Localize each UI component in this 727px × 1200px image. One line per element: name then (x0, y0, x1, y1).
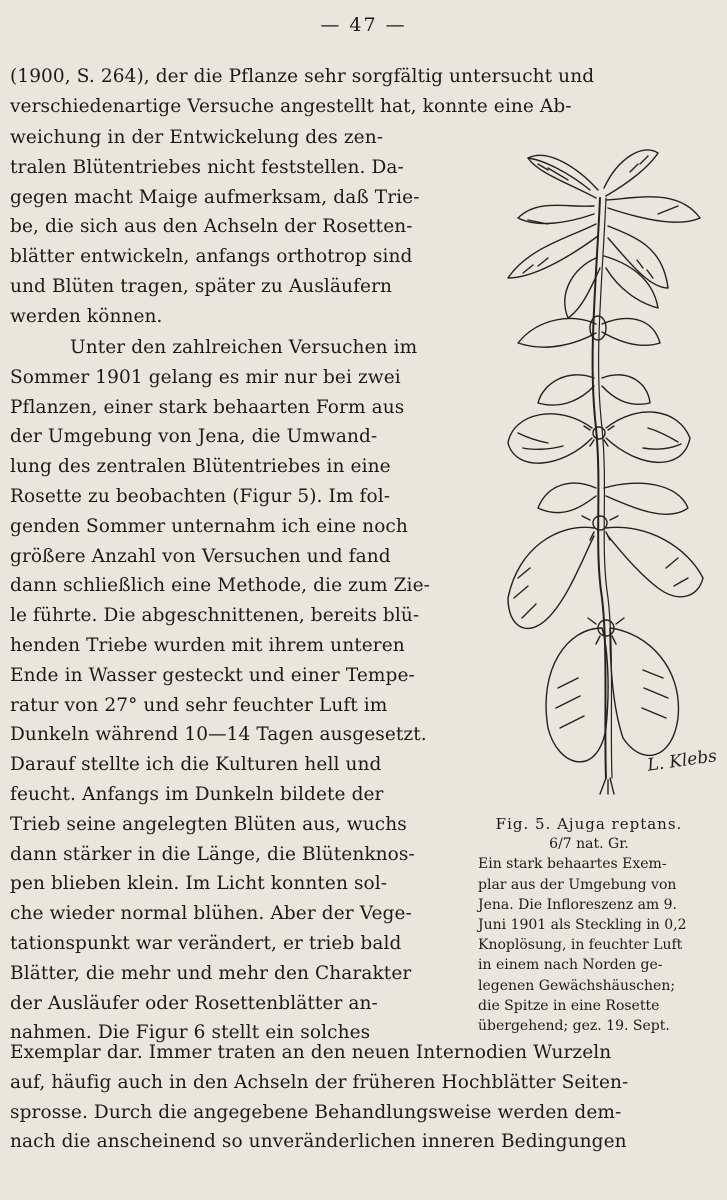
text-line: tationspunkt war verändert, er trieb bald (10, 932, 402, 954)
body-text-top (10, 62, 708, 122)
text-line: der Ausläufer oder Rosettenblätter an- (10, 992, 378, 1014)
caption-line: Jena. Die Infloreszenz am 9. (478, 896, 678, 913)
text-line: pen blieben klein. Im Licht konnten sol- (10, 873, 388, 895)
text-line: feucht. Anfangs im Dunkeln bildete der (10, 783, 384, 805)
text-line: verschiedenartige Versuche angestellt hat, konnte eine Ab- (10, 95, 572, 117)
body-text-paragraph-1 (10, 123, 466, 332)
text-line: der Umgebung von Jena, die Umwand- (10, 426, 378, 448)
text-line: Dunkeln während 10—14 Tagen ausgesetzt. (10, 724, 427, 746)
figure-caption (478, 814, 700, 1036)
text-line: ratur von 27° und sehr feuchter Luft im (10, 694, 388, 716)
text-line: Rosette zu beobachten (Figur 5). Im fol- (10, 485, 391, 507)
caption-line: übergehend; gez. 19. Sept. (478, 1018, 670, 1035)
text-line: nahmen. Die Figur 6 stellt ein solches (10, 1022, 371, 1044)
text-line: größere Anzahl von Versuchen und fand (10, 545, 391, 567)
text-line: be, die sich aus den Achseln der Rosetten- (10, 216, 413, 238)
text-line: (1900, S. 264), der die Pflanze sehr sorgfältig untersucht und (10, 66, 595, 87)
text-line: Ende in Wasser gesteckt und einer Tempe- (10, 664, 415, 686)
body-text-paragraph-2 (10, 333, 466, 1048)
caption-line: plar aus der Umgebung von (478, 876, 677, 893)
text-line: Trieb seine angelegten Blüten aus, wuchs (10, 813, 407, 835)
text-line: Darauf stellte ich die Kulturen hell und (10, 754, 382, 776)
caption-title: Fig. 5. Ajuga reptans. (495, 815, 683, 833)
caption-line: Ein stark behaartes Exem- (478, 856, 667, 873)
ajuga-reptans-drawing (478, 128, 718, 798)
caption-line: Knoplösung, in feuchter Luft (478, 937, 683, 954)
text-line: Unter den zahlreichen Versuchen im (70, 337, 418, 358)
text-line: Blätter, die mehr und mehr den Charakter (10, 962, 412, 984)
text-line: dann stärker in die Länge, die Blütenknos- (10, 843, 415, 865)
text-line: henden Triebe wurden mit ihrem unteren (10, 634, 405, 656)
text-line: gegen macht Maige aufmerksam, daß Trie- (10, 186, 420, 208)
caption-line: die Spitze in eine Rosette (478, 997, 660, 1014)
text-line: weichung in der Entwickelung des zen- (10, 127, 384, 148)
caption-line: in einem nach Norden ge- (478, 957, 663, 974)
text-line: genden Sommer unternahm ich eine noch (10, 515, 408, 537)
text-line: Sommer 1901 gelang es mir nur bei zwei (10, 366, 401, 388)
text-line: Exemplar dar. Immer traten an den neuen Internodien Wurzeln (10, 1042, 612, 1063)
page-number: — 47 — (320, 14, 407, 36)
caption-scale: 6/7 nat. Gr. (549, 836, 629, 853)
text-line: dann schließlich eine Methode, die zum Zie- (10, 575, 430, 597)
caption-line: Juni 1901 als Steckling in 0,2 (478, 917, 687, 934)
text-line: tralen Blütentriebes nicht feststellen. Da- (10, 156, 404, 178)
text-line: werden können. (10, 305, 163, 327)
text-line: sprosse. Durch die angegebene Behandlungsweise werden dem- (10, 1101, 622, 1123)
artist-signature: L. Klebs. (646, 745, 718, 776)
text-line: nach die anscheinend so unveränderlichen inneren Bedingungen (10, 1131, 627, 1153)
text-line: le führte. Die abgeschnittenen, bereits blü- (10, 605, 420, 627)
text-line: Pflanzen, einer stark behaarten Form aus (10, 396, 405, 418)
caption-line: legenen Gewächshäuschen; (478, 977, 676, 994)
text-line: und Blüten tragen, später zu Ausläufern (10, 275, 393, 297)
text-line: lung des zentralen Blütentriebes in eine (10, 456, 391, 478)
text-line: blätter entwickeln, anfangs orthotrop sind (10, 246, 413, 268)
text-line: che wieder normal blühen. Aber der Vege- (10, 903, 412, 925)
plant-illustration (478, 128, 718, 798)
text-line: auf, häufig auch in den Achseln der früheren Hochblätter Seiten- (10, 1071, 629, 1093)
body-text-bottom (10, 1038, 708, 1157)
